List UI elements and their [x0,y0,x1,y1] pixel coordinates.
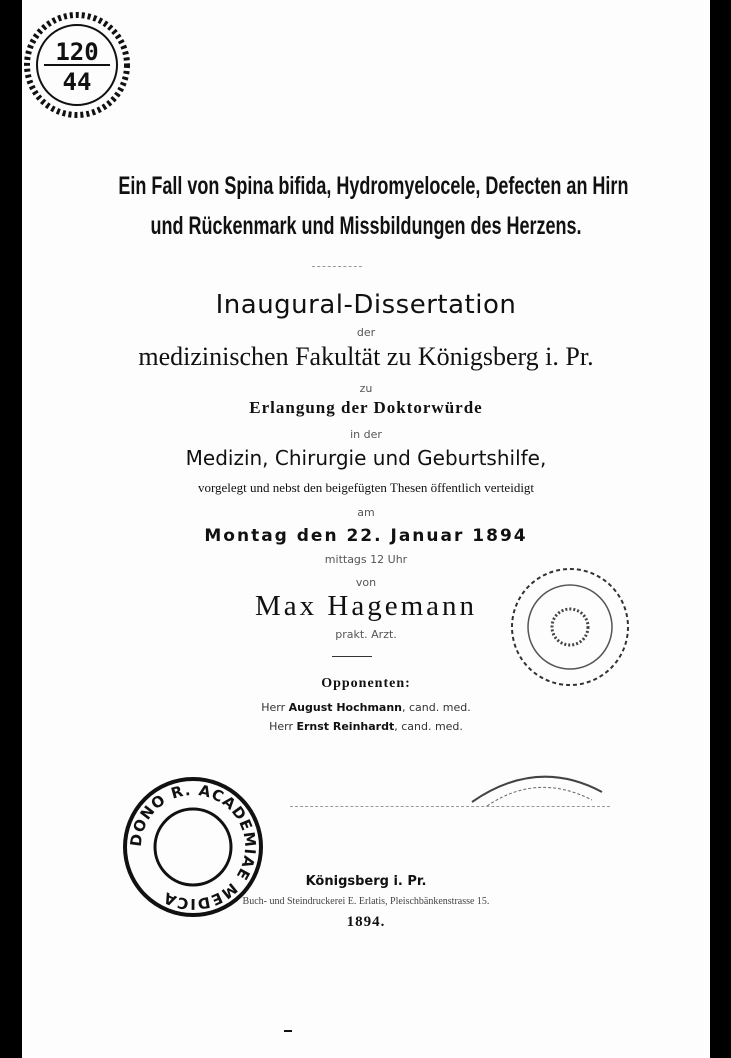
stamp-number-bottom: 44 [62,68,92,96]
divider [312,266,362,267]
disciplines-line: Medizin, Chirurgie und Geburtshilfe, [185,446,547,470]
author-name: Max Hagemann [254,590,478,622]
dono-stamp-text: DONO R. ACADEMIAE MEDICA [126,780,260,914]
imprint-city: Königsberg i. Pr. [305,874,427,889]
date-line: Montag den 22. Januar 1894 [204,526,528,546]
von-text: von [355,576,377,589]
academy-seal-stamp [500,562,640,692]
title-line-2: und Rückenmark und Missbildungen des Herzens. [150,212,582,240]
erlangung-line: Erlangung der Doktorwürde [249,398,483,417]
library-shelf-stamp [22,10,137,120]
stamp-number-top: 120 [55,38,99,66]
academy-rect-stamp [462,762,612,812]
svg-text:DONO R. ACADEMIAE MEDICA [127,781,260,913]
imprint-printer: Buch- und Steindruckerei E. Erlatis, Pleischbänkenstrasse 15. [242,896,490,907]
am-text: am [357,506,375,519]
in-der-text: in der [350,428,382,441]
vorgelegt-line: vorgelegt und nebst den beigefügten Thesen öffentlich verteidigt [197,480,535,495]
opponent-1: Herr August Hochmann, cand. med. [261,701,471,714]
zu-text: zu [359,382,373,395]
faculty-line: medizinischen Fakultät zu Königsberg i. Pr. [138,342,594,371]
imprint-year: 1894. [346,914,386,930]
separator-line [290,806,610,807]
opponent-2: Herr Ernst Reinhardt, cand. med. [269,720,463,733]
opponents-heading: Opponenten: [321,676,411,691]
document-page [22,0,710,1058]
title-line-1: Ein Fall von Spina bifida, Hydromyelocele, Defecten an Hirn [118,172,629,200]
der-text: der [356,326,376,339]
dissertation-heading: Inaugural-Dissertation [215,290,517,320]
bottom-mark [284,1030,292,1032]
time-line: mittags 12 Uhr [324,553,408,566]
short-divider [332,656,372,657]
author-role: prakt. Arzt. [335,628,397,641]
